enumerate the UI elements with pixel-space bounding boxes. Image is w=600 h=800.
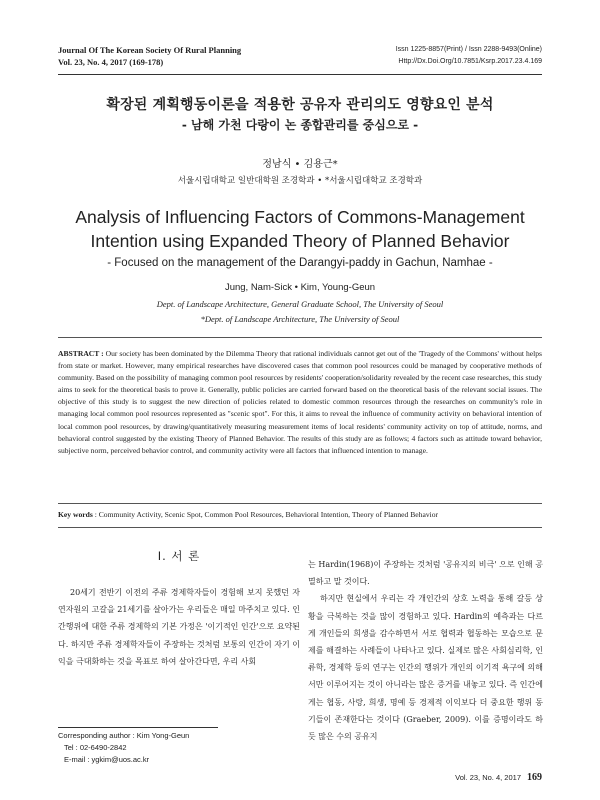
abstract-label: ABSTRACT :: [58, 349, 104, 358]
english-title-line2: Intention using Expanded Theory of Planned Behavior: [90, 231, 510, 251]
english-subtitle: - Focused on the management of the Darangyi-paddy in Gachun, Namhae -: [107, 257, 493, 269]
header-divider: [58, 74, 542, 75]
english-affiliation-1: Dept. of Landscape Architecture, General Graduate School, The University of Seoul: [156, 299, 444, 309]
journal-name: Journal Of The Korean Society Of Rural Planning: [58, 45, 242, 55]
journal-identifiers: [396, 44, 542, 68]
doi: Http://Dx.Doi.Org/10.7851/Ksrp.2017.23.4.169: [398, 58, 542, 65]
korean-affiliation: 서울시립대학교 일반대학원 조경학과 • *서울시립대학교 조경학과: [177, 176, 423, 186]
issn: Issn 1225-8857(Print) / Issn 2288-9493(Online): [395, 46, 542, 53]
keywords: [58, 510, 542, 519]
body-paragraph: 는 Hardin(1968)이 주장하는 것처럼 '공유지의 비극' 으로 인해 공멸하고 말 것이다.: [308, 560, 543, 587]
korean-title: 확장된 계획행동이론을 적용한 공유자 관리의도 영향요인 분석: [106, 97, 494, 113]
body-paragraph: 20세기 전반기 이전의 주류 경제학자들이 경험해 보지 못했던 자연자원의 고갈을 21세기를 살아가는 우리들은 매일 마주치고 있다. 인간행위에 대한 주류 경제학의 기본 가정은 '이기적인 인간'으로 요약된다. 하지만 주류 경제학자들이 주장하는 것처럼 보통의 인간이 자기 이익을 극대화하는 것을 목표로 하여 살아간다면, 우리 사회: [58, 588, 300, 666]
body-column-left: [58, 548, 300, 670]
body-column-right: [308, 556, 543, 745]
footer-issue: Vol. 23, No. 4, 2017: [455, 773, 521, 782]
english-title-line1: Analysis of Influencing Factors of Commons-Management: [75, 207, 525, 227]
english-affiliation-2: *Dept. of Landscape Architecture, The University of Seoul: [200, 314, 400, 324]
abstract-text: Our society has been dominated by the Dilemma Theory that rational individuals cannot get out of the 'Tragedy of the Commons' without helps from state or market. However, many empirical researches have discovered cases that common pool resources could be managed by cooperative methods of community. Based on the possibility of managing common pool resources by residents' cooperation/solidarity revealed by the recent case researches, this study aims to seek for the theoretical basis to prove it. Generally, public policies are carried forward based on the theoretical basis of the relevant social issues. The objective of this study is to suggest the new direction of policies related to domestic common resources through the researches on community's role in managing local common pool resources represented as "scenic spot". For this, it aims to reveal the influence of community activity on behavioral intention of local common pool resources, by drawing/quantitatively measuring measurement items of local residents' community activity on top of attitude, norms, and behavioral control suggested by the existing Theory of Planned Behavior. The results of this study are as follows; 4 factors such as attitude toward behavior, subjective norm, perceived behavior control, and community activity were all factors that influenced intention to manage.: [58, 349, 542, 455]
body-paragraph: 하지만 현실에서 우리는 각 개인간의 상호 노력을 통해 갈등 상황을 극복하는 것을 많이 경험하고 있다. Hardin의 예측과는 다르게 개인들의 희생을 감수하면서 서로 협력과 협동하는 모습으로 문제를 해결하는 사례들이 나타나고 있다. 실제로 많은 사회심리학, 인류학, 경제학 등의 연구는 인간의 행위가 개인의 이기적 욕구에 의해서만 이루어지는 것이 아니라는 많은 증거를 내놓고 있다. 즉 인간에게는 협동, 사랑, 희생, 명예 등 경제적 이익보다 더 중요한 행위 동기들이 존재한다는 것이다 (Graeber, 2009). 이를 증명이라도 하듯 많은 수의 공유지: [308, 594, 543, 742]
keywords-divider: [58, 527, 542, 528]
corresponding-email: E-mail : ygkim@uos.ac.kr: [64, 755, 150, 764]
abstract-bottom-divider: [58, 503, 542, 504]
korean-authors: 정남식 • 김용근*: [262, 159, 338, 170]
journal-header: [58, 44, 241, 68]
korean-subtitle: - 남해 가천 다랑이 논 종합관리를 중심으로 -: [181, 118, 419, 132]
corresponding-tel: Tel : 02-6490-2842: [64, 743, 127, 752]
keywords-text: : Community Activity, Scenic Spot, Common Pool Resources, Behavioral Intention, Theory of Planned Behavior: [92, 510, 439, 519]
page-footer: [455, 772, 542, 783]
correspondence-note: [58, 727, 218, 766]
keywords-label: Key words: [58, 510, 93, 519]
page-number: 169: [527, 772, 542, 783]
journal-volume: Vol. 23, No. 4, 2017 (169-178): [58, 57, 164, 67]
section-heading: I. 서 론: [157, 549, 201, 563]
abstract-top-divider: [58, 337, 542, 338]
english-authors: Jung, Nam-Sick • Kim, Young-Geun: [224, 282, 376, 293]
corresponding-author: Corresponding author : Kim Yong-Geun: [58, 731, 190, 740]
abstract: [58, 348, 542, 457]
